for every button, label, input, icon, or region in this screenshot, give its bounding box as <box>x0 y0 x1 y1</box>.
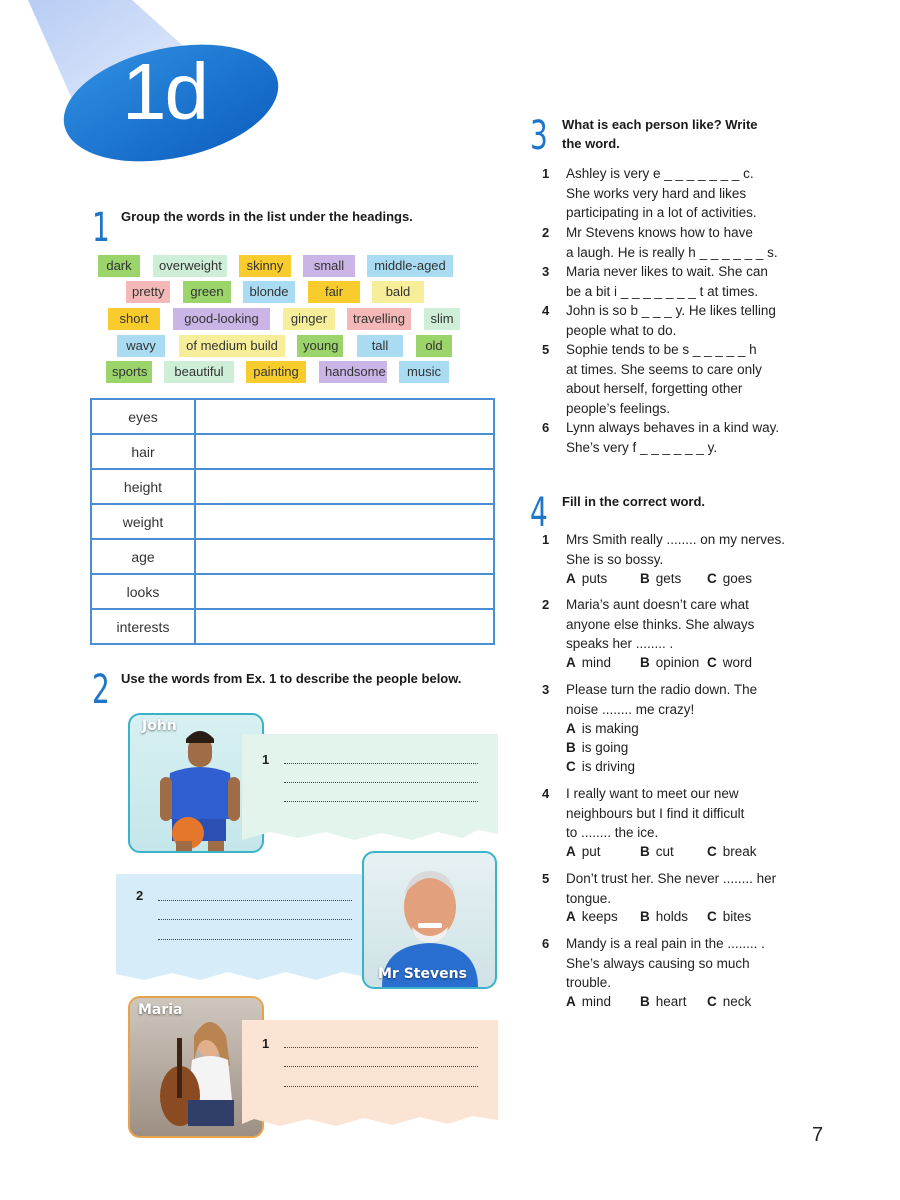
heading-cell: looks <box>91 574 195 609</box>
word-chip: ginger <box>283 308 335 330</box>
unit-label: 1d <box>122 47 207 136</box>
word-chip: painting <box>246 361 306 383</box>
table-row <box>91 469 494 504</box>
word-chip: dark <box>98 255 140 277</box>
question-text: Mandy is a real pain in the ........ . She’s always causing so much trouble. <box>566 936 765 990</box>
exercise-2-number: 2 <box>92 667 110 713</box>
option-c[interactable]: C break <box>707 844 757 859</box>
question-number: 4 <box>542 786 550 801</box>
option-a[interactable]: A put <box>566 844 601 859</box>
table-row <box>91 609 494 644</box>
question-number: 2 <box>542 597 550 612</box>
word-chip: green <box>183 281 231 303</box>
answer-line[interactable] <box>284 801 478 802</box>
word-chip: handsome <box>319 361 387 383</box>
heading-cell: weight <box>91 504 195 539</box>
answer-cell[interactable] <box>195 574 494 609</box>
option-a[interactable]: A mind <box>566 994 612 1009</box>
heading-cell: hair <box>91 434 195 469</box>
exercise-1-instruction: Group the words in the list under the headings. <box>121 209 413 224</box>
option-c[interactable]: C goes <box>707 571 753 586</box>
option-a[interactable]: A puts <box>566 571 608 586</box>
answer-line[interactable] <box>158 919 352 920</box>
answer-line[interactable] <box>284 1047 478 1048</box>
word-chip: beautiful <box>164 361 234 383</box>
answer-paper <box>242 1020 498 1130</box>
word-chip: fair <box>308 281 360 303</box>
table-row <box>91 574 494 609</box>
word-chip: slim <box>424 308 460 330</box>
option-a[interactable]: A keeps <box>566 909 618 924</box>
table-row <box>91 434 494 469</box>
exercise-2-instruction: Use the words from Ex. 1 to describe the people below. <box>121 671 462 686</box>
exercise-3-number: 3 <box>530 113 548 159</box>
answer-cell[interactable] <box>195 609 494 644</box>
person-name: John <box>142 718 177 734</box>
question-number: 6 <box>542 420 550 435</box>
question-number: 4 <box>542 303 550 318</box>
page-number: 7 <box>812 1124 824 1146</box>
heading-cell: interests <box>91 609 195 644</box>
person-name: Mr Stevens <box>378 966 467 982</box>
word-chip: sports <box>106 361 152 383</box>
question-text: Maria never likes to wait. She can be a bit i _ _ _ _ _ _ _ t at times. <box>566 264 768 299</box>
word-chip: middle-aged <box>367 255 453 277</box>
word-chip: skinny <box>239 255 291 277</box>
question-text: Mr Stevens knows how to have a laugh. He is really h _ _ _ _ _ _ s. <box>566 225 778 260</box>
word-chip: tall <box>357 335 403 357</box>
answer-line-number: 1 <box>262 1036 270 1051</box>
word-chip: overweight <box>153 255 227 277</box>
option-b[interactable]: B gets <box>640 571 682 586</box>
answer-line[interactable] <box>158 900 352 901</box>
question-text: Mrs Smith really ........ on my nerves. She is so bossy. <box>566 532 786 567</box>
question-text: Lynn always behaves in a kind way. She’s very f _ _ _ _ _ _ y. <box>566 420 780 455</box>
option-c[interactable]: C word <box>707 655 753 670</box>
table-row <box>91 539 494 574</box>
exercise-1-number: 1 <box>92 205 110 251</box>
option-a[interactable]: A is making <box>566 721 639 736</box>
heading-cell: age <box>91 539 195 574</box>
question-number: 5 <box>542 342 550 357</box>
headings-table <box>90 398 495 645</box>
table-row <box>91 504 494 539</box>
question-number: 3 <box>542 682 550 697</box>
question-number: 3 <box>542 264 550 279</box>
question-text: Don’t trust her. She never ........ her tongue. <box>566 871 777 906</box>
question-text: Maria’s aunt doesn’t care what anyone else thinks. She always speaks her ........ . <box>566 597 755 651</box>
answer-line[interactable] <box>284 1066 478 1067</box>
word-chip: blonde <box>243 281 295 303</box>
exercise-4-number: 4 <box>530 490 548 536</box>
answer-line-number: 1 <box>262 752 270 767</box>
answer-cell[interactable] <box>195 399 494 434</box>
answer-line[interactable] <box>158 939 352 940</box>
option-b[interactable]: B cut <box>640 844 674 859</box>
word-chip: young <box>297 335 343 357</box>
question-number: 2 <box>542 225 550 240</box>
heading-cell: height <box>91 469 195 504</box>
question-text: Ashley is very e _ _ _ _ _ _ _ c. She works very hard and likes participating in a lot of activities. <box>566 166 757 220</box>
option-c[interactable]: C is driving <box>566 759 636 774</box>
question-text: Sophie tends to be s _ _ _ _ _ h at times. She seems to care only about herself, forgetting other people’s feelings. <box>566 342 762 416</box>
option-b[interactable]: B heart <box>640 994 687 1009</box>
option-a[interactable]: A mind <box>566 655 612 670</box>
word-chip: short <box>108 308 160 330</box>
question-text: John is so b _ _ _ y. He likes telling people what to do. <box>566 303 776 338</box>
option-c[interactable]: C neck <box>707 994 752 1009</box>
question-text: I really want to meet our new neighbours but I find it difficult to ........ the ice. <box>566 786 745 840</box>
word-chip: old <box>416 335 452 357</box>
exercise-3-instruction: What is each person like? Write the word. <box>562 117 758 151</box>
heading-cell: eyes <box>91 399 195 434</box>
answer-line-number: 2 <box>136 888 144 903</box>
answer-line[interactable] <box>284 782 478 783</box>
question-number: 1 <box>542 532 550 547</box>
answer-line[interactable] <box>284 1086 478 1087</box>
word-chip: pretty <box>126 281 170 303</box>
word-chip: travelling <box>347 308 411 330</box>
answer-cell[interactable] <box>195 539 494 574</box>
answer-cell[interactable] <box>195 469 494 504</box>
question-number: 1 <box>542 166 550 181</box>
option-b[interactable]: B opinion <box>640 655 700 670</box>
question-number: 6 <box>542 936 550 951</box>
option-b[interactable]: B is going <box>566 740 629 755</box>
question-number: 5 <box>542 871 550 886</box>
table-row <box>91 399 494 434</box>
word-chip: of medium build <box>179 335 285 357</box>
person-name: Maria <box>138 1002 183 1018</box>
word-chip: good-looking <box>173 308 270 330</box>
answer-cell[interactable] <box>195 504 494 539</box>
option-c[interactable]: C bites <box>707 909 752 924</box>
option-b[interactable]: B holds <box>640 909 689 924</box>
word-chip: wavy <box>117 335 165 357</box>
word-chip: bald <box>372 281 424 303</box>
exercise-4-instruction: Fill in the correct word. <box>562 494 706 509</box>
answer-paper <box>242 734 498 848</box>
question-text: Please turn the radio down. The noise ........ me crazy! <box>566 682 758 717</box>
answer-line[interactable] <box>284 763 478 764</box>
word-chip: small <box>303 255 355 277</box>
answer-cell[interactable] <box>195 434 494 469</box>
answer-paper <box>116 874 370 986</box>
word-chip: music <box>399 361 449 383</box>
